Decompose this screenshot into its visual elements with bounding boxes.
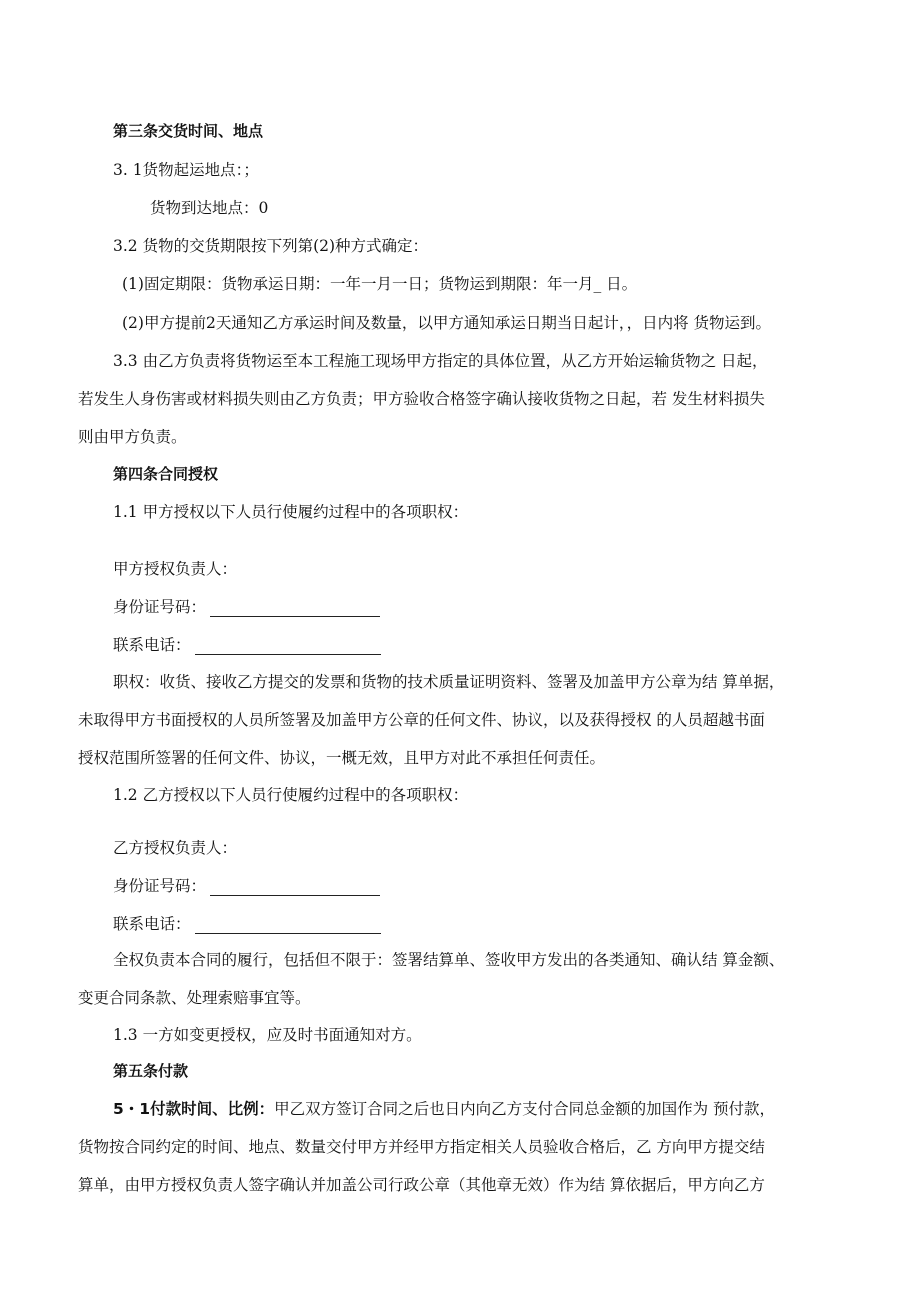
party-b-id-blank bbox=[210, 881, 380, 896]
party-a-duties-line-1: 职权：收货、接收乙方提交的发票和货物的技术质量证明资料、签署及加盖甲方公章为结 算单据， bbox=[113, 673, 785, 691]
article3-line-3: 3.2 货物的交货期限按下列第(2)种方式确定： bbox=[113, 237, 429, 255]
article3-line-8: 则由甲方负责。 bbox=[78, 428, 187, 446]
article3-line-6: 3.3 由乙方负责将货物运至本工程施工现场甲方指定的具体位置，从乙方开始运输货物之 日起， bbox=[113, 352, 768, 370]
party-b-representative-label: 乙方授权负责人： bbox=[113, 839, 238, 857]
article3-line-2: 货物到达地点：0 bbox=[150, 199, 269, 217]
payment-clause-text-1: 甲乙双方签订合同之后也日内向乙方支付合同总金额的加国作为 预付款， bbox=[274, 1100, 776, 1118]
article5-line-3: 算单，由甲方授权负责人签字确认并加盖公司行政公章（其他章无效）作为结 算依据后，甲方向乙方 bbox=[78, 1176, 765, 1194]
party-a-id-row bbox=[113, 597, 380, 617]
article3-line-1: 3. 1货物起运地点：； bbox=[113, 161, 259, 179]
party-a-id-blank bbox=[210, 602, 380, 617]
party-b-duties-line-2: 变更合同条款、处理索赔事宜等。 bbox=[78, 989, 311, 1007]
article3-line-4: (1)固定期限：货物承运日期：一年一月一日；货物运到期限：年一月_ 日。 bbox=[122, 275, 638, 293]
article5-line-1 bbox=[113, 1099, 775, 1119]
article4-heading: 第四条合同授权 bbox=[113, 465, 219, 483]
payment-clause-lead: 5・1付款时间、比例： bbox=[113, 1100, 275, 1118]
party-b-phone-label: 联系电话： bbox=[113, 915, 191, 933]
party-a-id-label: 身份证号码： bbox=[113, 598, 207, 616]
party-a-phone-blank bbox=[195, 640, 381, 655]
party-b-id-label: 身份证号码： bbox=[113, 877, 207, 895]
party-b-duties-line-1: 全权负责本合同的履行，包括但不限于：签署结算单、签收甲方发出的各类通知、确认结 算金额、 bbox=[113, 951, 785, 969]
party-a-phone-label: 联系电话： bbox=[113, 636, 191, 654]
article4-clause-1-2: 1.2 乙方授权以下人员行使履约过程中的各项职权： bbox=[113, 786, 469, 804]
article4-clause-1-1: 1.1 甲方授权以下人员行使履约过程中的各项职权： bbox=[113, 503, 469, 521]
article5-heading: 第五条付款 bbox=[113, 1062, 189, 1080]
party-a-duties-line-3: 授权范围所签署的任何文件、协议，一概无效，且甲方对此不承担任何责任。 bbox=[78, 749, 606, 767]
party-b-id-row bbox=[113, 876, 380, 896]
party-b-phone-blank bbox=[195, 919, 381, 934]
article3-line-7: 若发生人身伤害或材料损失则由乙方负责；甲方验收合格签字确认接收货物之日起，若 发生材料损失 bbox=[78, 390, 765, 408]
party-a-phone-row bbox=[113, 635, 381, 655]
party-a-representative-label: 甲方授权负责人： bbox=[113, 560, 238, 578]
article3-line-5: (2)甲方提前2天通知乙方承运时间及数量，以甲方通知承运日期当日起计，，日内将 货物运到。 bbox=[122, 314, 771, 332]
party-a-duties-line-2: 未取得甲方书面授权的人员所签署及加盖甲方公章的任何文件、协议，以及获得授权 的人员超越书面 bbox=[78, 711, 765, 729]
article5-line-2: 货物按合同约定的时间、地点、数量交付甲方并经甲方指定相关人员验收合格后，乙 方向甲方提交结 bbox=[78, 1138, 765, 1156]
article3-heading: 第三条交货时间、地点 bbox=[113, 122, 264, 140]
party-b-phone-row bbox=[113, 914, 381, 934]
article4-clause-1-3: 1.3 一方如变更授权，应及时书面通知对方。 bbox=[113, 1026, 422, 1044]
